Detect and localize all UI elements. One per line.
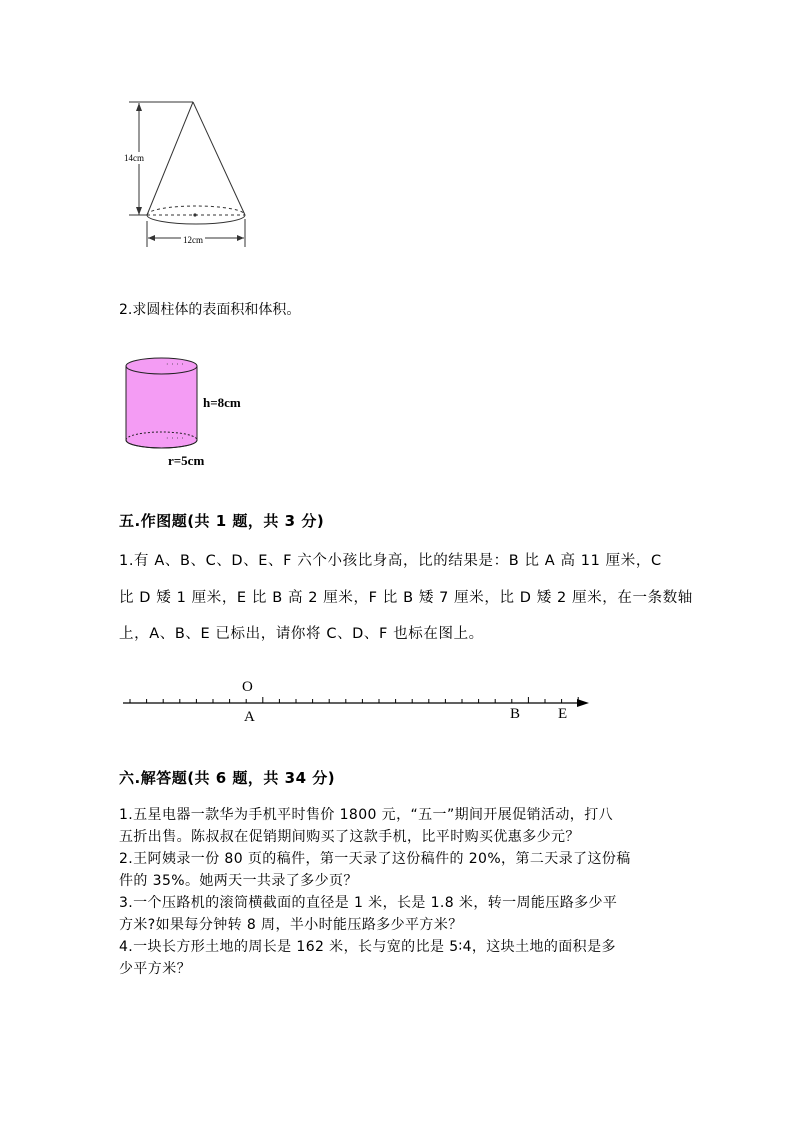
section-5-q1-line-3: 上，A、B、E 已标出，请你将 C、D、F 也标在图上。: [119, 626, 484, 642]
cone-diameter-label: 12cm: [183, 235, 203, 245]
section-6-line-8: 少平方米？: [119, 961, 191, 977]
section-6-line-2: 五折出售。陈叔叔在促销期间购买了这款手机，比平时购买优惠多少元？: [119, 829, 580, 845]
section-6-questions: [119, 804, 631, 980]
section-5-q1-line-1: 1.有 A、B、C、D、E、F 六个小孩比身高，比的结果是：B 比 A 高 11 厘米，C: [119, 553, 662, 569]
number-line: [115, 690, 595, 715]
cone-height-label: 14cm: [124, 153, 144, 163]
question-2-text: 2.求圆柱体的表面积和体积。: [119, 302, 301, 318]
section-6-line-4: 件的 35%。她两天一共录了多少页？: [119, 873, 358, 889]
section-6-line-7: 4.一块长方形土地的周长是 162 米，长与宽的比是 5∶4，这块土地的面积是多: [119, 939, 616, 955]
section-5-q1-line-2: 比 D 矮 1 厘米，E 比 B 高 2 厘米，F 比 B 矮 7 厘米，比 D 矮 2 厘米，在一条数轴: [119, 590, 693, 606]
svg-text:· · · ·: · · · ·: [166, 360, 184, 369]
cone-figure: [115, 95, 265, 255]
section-6-line-3: 2.王阿姨录一份 80 页的稿件，第一天录了这份稿件的 20%，第二天录了这份稿: [119, 851, 631, 867]
point-b-label: B: [510, 706, 521, 722]
section-5-heading: 五.作图题(共 1 题，共 3 分): [119, 512, 325, 530]
section-6-line-5: 3.一个压路机的滚筒横截面的直径是 1 米，长是 1.8 米，转一周能压路多少平: [119, 895, 618, 911]
cylinder-figure: [120, 355, 205, 450]
cylinder-height-label: h=8cm: [203, 395, 241, 410]
point-e-label: E: [558, 706, 568, 722]
svg-text:· · · ·: · · · ·: [166, 434, 184, 443]
section-6-line-1: 1.五星电器一款华为手机平时售价 1800 元，“五一”期间开展促销活动，打八: [119, 807, 613, 823]
section-6-heading: 六.解答题(共 6 题，共 34 分): [119, 769, 336, 787]
cylinder-radius-label: r=5cm: [168, 453, 205, 468]
point-a-label: A: [244, 709, 255, 725]
origin-label: O: [242, 679, 253, 695]
section-6-line-6: 方米?如果每分钟转 8 周，半小时能压路多少平方米？: [119, 917, 463, 933]
